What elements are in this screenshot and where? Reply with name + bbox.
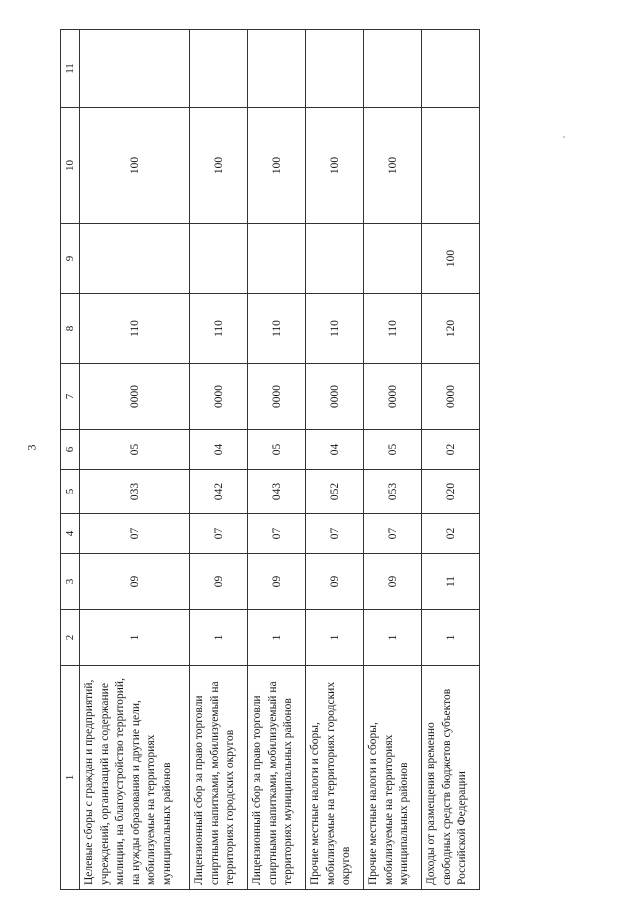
cell: 1 — [306, 610, 364, 666]
cell: 043 — [248, 470, 306, 514]
cell — [80, 30, 190, 108]
cell: 04 — [306, 430, 364, 470]
cell: 100 — [364, 108, 422, 224]
cell: 1 — [422, 610, 480, 666]
cell: 110 — [248, 294, 306, 364]
cell: 020 — [422, 470, 480, 514]
cell: 07 — [306, 514, 364, 554]
cell: 04 — [190, 430, 248, 470]
cell — [80, 224, 190, 294]
column-header: 9 — [61, 224, 80, 294]
cell: 0000 — [306, 364, 364, 430]
header-row — [61, 30, 80, 890]
scan-speck — [563, 136, 565, 138]
cell: 052 — [306, 470, 364, 514]
cell: 0000 — [190, 364, 248, 430]
cell: 0000 — [248, 364, 306, 430]
cell: 07 — [364, 514, 422, 554]
row-name: Прочие местные налоги и сборы, мобилизуемые на территориях городских округов — [306, 666, 364, 890]
cell: 0000 — [80, 364, 190, 430]
cell: 02 — [422, 514, 480, 554]
cell: 0000 — [422, 364, 480, 430]
cell: 0000 — [364, 364, 422, 430]
row-name: Лицензионный сбор за право торговли спиртными напитками, мобилизуемый на территориях городских округов — [190, 666, 248, 890]
cell — [190, 224, 248, 294]
cell: 09 — [306, 554, 364, 610]
cell: 1 — [190, 610, 248, 666]
row-name: Целевые сборы с граждан и предприятий, учреждений, организаций на содержание милиции, на благоустройство территорий, на нужды образования и другие цели, мобилизуемые на территориях муниципальных районов — [80, 666, 190, 890]
cell: 042 — [190, 470, 248, 514]
cell — [306, 224, 364, 294]
cell — [364, 224, 422, 294]
column-header: 10 — [61, 108, 80, 224]
table-row — [190, 30, 248, 890]
cell: 110 — [364, 294, 422, 364]
cell: 100 — [306, 108, 364, 224]
column-header: 4 — [61, 514, 80, 554]
cell: 100 — [422, 224, 480, 294]
column-header: 3 — [61, 554, 80, 610]
page-number: 3 — [24, 444, 39, 451]
column-header: 1 — [61, 666, 80, 890]
table-row — [364, 30, 422, 890]
rotated-table-container — [60, 30, 468, 890]
cell — [422, 30, 480, 108]
cell — [248, 224, 306, 294]
row-name: Доходы от размещения временно свободных средств бюджетов субъектов Российской Федерации — [422, 666, 480, 890]
cell: 09 — [190, 554, 248, 610]
column-header: 7 — [61, 364, 80, 430]
cell — [248, 30, 306, 108]
cell: 110 — [306, 294, 364, 364]
cell: 033 — [80, 470, 190, 514]
cell: 1 — [248, 610, 306, 666]
cell: 053 — [364, 470, 422, 514]
column-header: 6 — [61, 430, 80, 470]
column-header: 11 — [61, 30, 80, 108]
cell: 11 — [422, 554, 480, 610]
cell — [422, 108, 480, 224]
row-name: Лицензионный сбор за право торговли спиртными напитками, мобилизуемый на территориях муниципальных районов — [248, 666, 306, 890]
cell: 07 — [190, 514, 248, 554]
table-row — [422, 30, 480, 890]
cell: 120 — [422, 294, 480, 364]
cell — [364, 30, 422, 108]
cell — [190, 30, 248, 108]
cell: 110 — [80, 294, 190, 364]
cell: 05 — [364, 430, 422, 470]
cell: 09 — [364, 554, 422, 610]
cell: 1 — [80, 610, 190, 666]
cell: 100 — [80, 108, 190, 224]
cell: 02 — [422, 430, 480, 470]
column-header: 2 — [61, 610, 80, 666]
cell: 110 — [190, 294, 248, 364]
cell: 100 — [248, 108, 306, 224]
cell: 100 — [190, 108, 248, 224]
cell: 07 — [248, 514, 306, 554]
row-name: Прочие местные налоги и сборы, мобилизуемые на территориях муниципальных районов — [364, 666, 422, 890]
table-row — [306, 30, 364, 890]
table-row — [80, 30, 190, 890]
column-header: 5 — [61, 470, 80, 514]
cell — [306, 30, 364, 108]
cell: 07 — [80, 514, 190, 554]
cell: 05 — [248, 430, 306, 470]
cell: 09 — [248, 554, 306, 610]
cell: 09 — [80, 554, 190, 610]
budget-classification-table — [60, 29, 480, 890]
cell: 1 — [364, 610, 422, 666]
table-row — [248, 30, 306, 890]
cell: 05 — [80, 430, 190, 470]
column-header: 8 — [61, 294, 80, 364]
